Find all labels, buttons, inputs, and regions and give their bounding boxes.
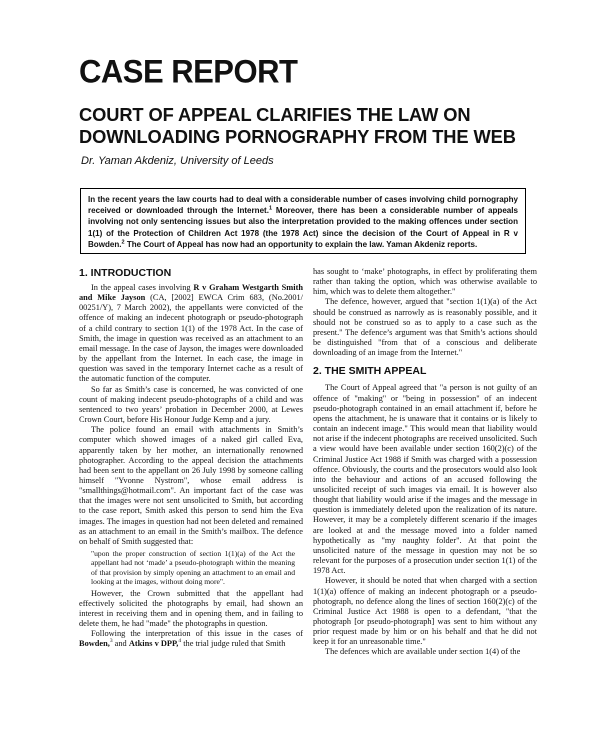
case-name: Bowden, <box>79 639 110 649</box>
abstract-box <box>80 188 526 254</box>
footnote-ref-3: 3 <box>109 638 113 645</box>
paragraph: However, it should be noted that when charged with a section 1(1)(a) offence of making an indecent photograph or a pseudo-photograph, no defence along the lines of section 160(2)(c) of the Criminal Justice Act 1988 is open to a defendant, "that the photograph [or pseudo-photograph] was sent to him without any prior request made by him or on his behalf and that he did not keep it for an unreasonable time." <box>313 576 537 647</box>
footnote-ref-2: 2 <box>121 239 125 246</box>
abstract-part-1: In the recent years the law courts had to deal with a considerable number of cases involving child pornography received or downloaded through the Internet. <box>88 195 518 216</box>
article-title: COURT OF APPEAL CLARIFIES THE LAW ON DOWNLOADING PORNOGRAPHY FROM THE WEB <box>79 104 516 147</box>
text-run: (CA, [2002] EWCA Crim 683, (No.2001/ 00251/Y), 7 March 2002), the appellants were convicted of the offence of making an indecent photograph or pseudo-photograph of a child contrary to section 1(1) of the 1978 Act. In the case of Smith, the image in question was received as an attachment to an email message. In the case of Jayson, the images were downloaded by the appellant from the Internet. In each case, the image in question was saved in the temporary Internet cache as a result of the automatic function of the computer. <box>79 293 303 384</box>
author-line: Dr. Yaman Akdeniz, University of Leeds <box>81 155 274 167</box>
paragraph: has sought to ‘make’ photographs, in effect by proliferating them rather than taking the option, which was otherwise available to him, which was to delete them altogether." <box>313 267 537 297</box>
section-heading-smith-appeal: 2. THE SMITH APPEAL <box>313 365 427 378</box>
text-run: the trial judge ruled that Smith <box>181 639 286 649</box>
paragraph <box>79 283 303 385</box>
abstract-part-2: Moreover, there has been a considerable number of appeals involving not only sentencing issues but also the interpretation provided to the making offences under section 1(1) of the Protection of Children Act 1978 (the 1978 Act) since the decision of the Court of Appeal in R v Bowden. <box>88 206 518 249</box>
right-column <box>313 267 537 658</box>
footnote-ref-4: 4 <box>178 638 182 645</box>
paragraph: The defence, however, argued that "section 1(1)(a) of the Act should be construed as narrowly as is reasonably possible, and it should not be construed so as to apply to a case such as the present." The defence’s argument was that Smith’s actions should be distinguished "from that of a conscious and deliberate downloading of an image from the Internet." <box>313 297 537 358</box>
paragraph: The police found an email with attachments in Smith’s computer which showed images of a naked girl called Eva, apparently taken by her mother, an internationally renowned photographer. According to the appeal decision the attachments had been sent to the appellant on 26 July 1998 by someone calling himself "Yvonne Nystrom", whose email address is "smallthings@hotmail.com". An important fact of the case was that the images were not sent unsolicited to Smith, but according to the case report, Smith asked this person to send him the Eva images. The images in question had not been deleted and remained as an attachment to an email in the Smith’s mailbox. The defence on behalf of Smith suggested that: <box>79 425 303 546</box>
block-quote: "upon the proper construction of section 1(1)(a) of the Act the appellant had not ‘made’ a pseudo-photograph within the meaning of that provision by simply opening an attachment to an email and looking at the images, without doing more". <box>91 549 295 587</box>
section-heading-introduction: 1. INTRODUCTION <box>79 267 172 279</box>
paragraph <box>79 629 303 649</box>
case-report-label: CASE REPORT <box>79 53 298 90</box>
paragraph: However, the Crown submitted that the appellant had effectively solicited the photographs by email, had shown an interest in receiving them and in opening them, and in failing to delete them, he had "made" the photographs in question. <box>79 588 303 629</box>
case-name: R v Graham Westgarth Smith and Mike Jayson <box>79 283 303 303</box>
text-run: In the appeal cases involving <box>91 283 194 292</box>
case-name: Atkins v DPP, <box>128 639 179 649</box>
paragraph: The defences which are available under section 1(4) of the <box>325 647 521 657</box>
paragraph: The Court of Appeal agreed that "a person is not guilty of an offence of "making" or "being in possession" of an indecent pseudo-photograph contained in an email attachment if, before he opens the attachment, he is unaware that it contains or is likely to contain an indecent image." This would mean that liability would not arise if the indecent photographs are received unsolicited. Such a view would have been available under section 160(2)(c) of the Criminal Justice Act 1988 if Smith was charged with a possession offence. Obviously, the courts and the prosecutors would also look into the behaviour and actions of an accused following the unsolicited receipt of such images via email. It is however also thought that liability would arise if the images and the message in question is immediately deleted upon the realization of its nature. However, it may be a completely different scenario if the images are looked at and the message moved into a folder named hypothetically as "my naughty folder". At that point the unsolicited nature of the message in question may not be so relevant for the purposes of a prosecution under section 1(1) of the 1978 Act. <box>313 383 537 576</box>
abstract-part-3: The Court of Appeal has now had an opportunity to explain the law. Yaman Akdeniz reports. <box>124 239 478 249</box>
paragraph: So far as Smith’s case is concerned, he was convicted of one count of making indecent pseudo-photographs of a child and was sentenced to two years’ probation in December 2000, at Lewes Crown Court, before His Honour Judge Kemp and a jury. <box>79 384 303 425</box>
text-run: Following the interpretation of this issue in the cases of <box>91 629 303 639</box>
abstract-text <box>88 194 518 250</box>
footnote-ref-1: 1 <box>268 205 273 212</box>
text-run: and <box>112 639 129 649</box>
left-column <box>79 267 303 650</box>
